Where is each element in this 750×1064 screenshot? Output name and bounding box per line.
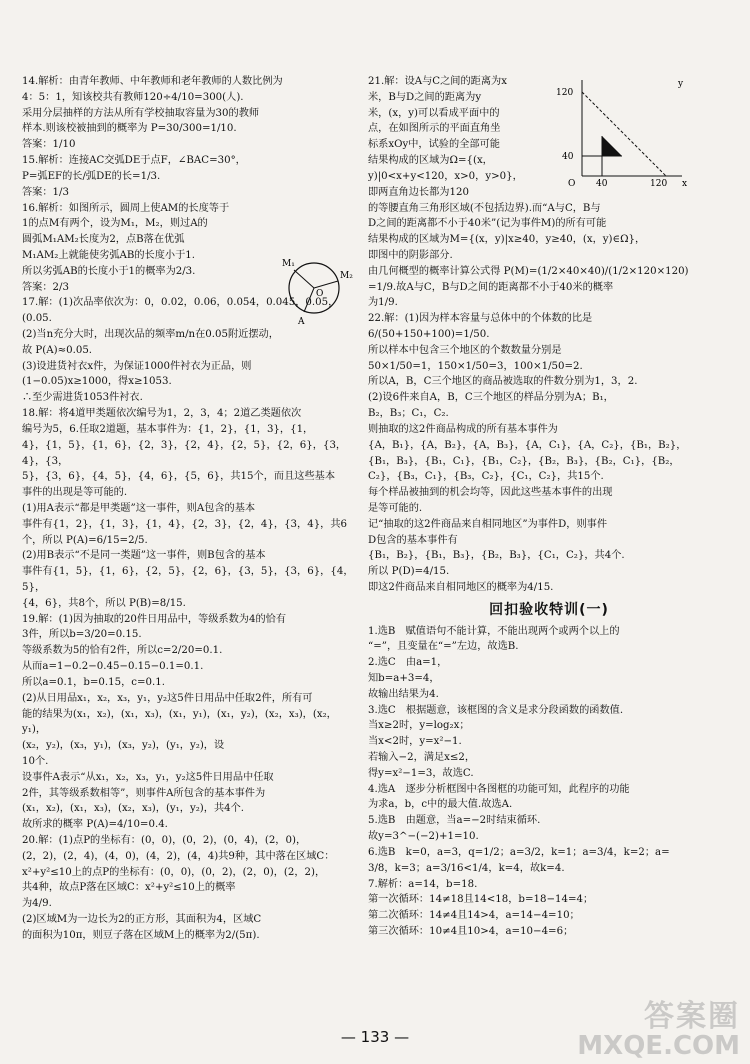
x-axis-label: x — [682, 179, 688, 188]
text-line: 14.解析：由青年教师、中年教师和老年教师的人数比例为 — [22, 76, 283, 87]
watermark-en: MXQE.COM — [577, 1030, 740, 1061]
text-line: 20.解：(1)点P的坐标有：(0，0)，(0，2)，(0，4)，(2，0)， — [22, 835, 307, 846]
text-line: 事件的出现是等可能的. — [22, 487, 128, 499]
text-line: 第一次循环：14≠18且14<18，b=18−14=4； — [368, 894, 594, 906]
text-line: 即这2件商品来自相同地区的概率为4/15. — [368, 582, 554, 593]
text-line: (0.05. — [22, 313, 52, 325]
text-line: 15.解析：连接AC交弧DE于点F，∠BAC=30°， — [22, 155, 246, 167]
text-line: 事件有{1，2}，{1，3}，{1，4}，{2，3}，{2，4}，{3，4}，共6 — [22, 518, 348, 530]
text-line: 所以 P(D)=4/15. — [368, 566, 450, 578]
text-line: 从而a=1−0.2−0.45−0.15−0.1=0.1. — [22, 661, 204, 673]
text-line: 等级系数为5的恰有2件，所以c=2/20=0.1. — [22, 645, 223, 657]
text-line: 21.解：设A与C之间的距离为x — [368, 76, 507, 87]
text-line: 所以样本中包含三个地区的个数数量分别是 — [368, 344, 562, 356]
text-line: 记“抽取的这2件商品来自相同地区”为事件D，则事件 — [368, 518, 608, 530]
watermark-cn: 答案圈 — [644, 999, 740, 1035]
text-line: 22.解：(1)因为样本容量与总体中的个体数的比是 — [368, 313, 593, 325]
page-number: — 133 — — [340, 1028, 410, 1046]
text-line: 4.选A 逐步分析框图中各图框的功能可知，此程序的功能 — [368, 783, 630, 795]
text-line: {B₁，B₃}，{B₁，C₁}，{B₁，C₂}，{B₂，B₃}，{B₂，C₁}，{B₂， — [368, 455, 680, 467]
text-line: 得y=x²−1=3，故选C. — [368, 767, 474, 779]
text-line: (2)从日用品x₁，x₂，x₃，y₁，y₂这5件日用品中任取2件，所有可 — [22, 692, 313, 704]
text-line: (2，2)，(2，4)，(4，0)，(4，2)，(4，4)共9种，其中落在区域C： — [22, 850, 335, 862]
text-line: 的等腰直角三角形区域(不包括边界).而“A与C，B与 — [368, 202, 601, 214]
text-line: {B₁，B₂}，{B₁，B₃}，{B₂，B₃}，{C₁，C₂}，共4个. — [368, 550, 625, 562]
label-m1: M₁ — [282, 259, 295, 269]
text-line: 即图中的阴影部分. — [368, 249, 453, 261]
text-line: 6.选B k=0，a=3，q=1/2；a=3/2，k=1；a=3/4，k=2；a= — [368, 846, 670, 858]
text-line: P=弧EF的长/弧DE的长=1/3. — [22, 170, 161, 182]
text-line: (2)区域M为一边长为2的正方形，其面积为4，区域C — [22, 914, 262, 926]
text-line: C₂}，{B₃，C₁}，{B₃，C₂}，{C₁，C₂}，共15个. — [368, 471, 604, 483]
label-m2: M₂ — [340, 271, 353, 281]
text-line: D之间的距离都不小于40米”(记为事件M)的所有可能 — [368, 218, 607, 230]
text-line: 采用分层抽样的方法从所有学校抽取容量为30的教师 — [22, 107, 260, 119]
text-line: 4：5：1，知该校共有教师120÷4/10=300(人). — [22, 91, 244, 103]
text-line: “=”，且变量在“=”左边，故选B. — [368, 641, 519, 653]
text-line: 若输入−2，满足x≤2， — [368, 752, 476, 763]
text-line: 由几何概型的概率计算公式得 P(M)=(1/2×40×40)/(1/2×120×120) — [368, 265, 689, 277]
text-line: 故y=3^−(−2)+1=10. — [368, 831, 479, 843]
text-line: 1的点M有两个，设为M₁，M₂，则过A的 — [22, 218, 208, 230]
text-line: 故输出结果为4. — [368, 688, 439, 700]
text-line: 样本.则该校被抽到的概率为 P=30/300=1/10. — [22, 123, 237, 135]
text-line: 6/(50+150+100)=1/50. — [368, 329, 490, 340]
text-line: 每个样品被抽到的机会均等，因此这些基本事件的出现 — [368, 487, 613, 499]
text-line: M₁AM₂上就能使劣弧AB的长度小于1. — [22, 249, 196, 261]
text-line: 米，B与D之间的距离为y — [368, 91, 482, 103]
text-line: (2)当n充分大时，出现次品的频率m/n在0.05附近摆动， — [22, 329, 279, 340]
text-line: 故所求的概率 P(A)=4/10=0.4. — [22, 819, 168, 831]
text-line: 50×1/50=1，150×1/50=3，100×1/50=2. — [368, 360, 583, 372]
text-line: (2)用B表示“不是同一类题”这一事件，则B包含的基本 — [22, 550, 266, 562]
label-a: A — [298, 317, 305, 327]
section-heading: 回扣验收特训(一) — [489, 601, 609, 618]
text-line: 结果构成的区域为Ω={(x， — [368, 155, 493, 167]
text-line: 答案：1/10 — [22, 139, 76, 151]
text-line: 所以A，B，C三个地区的商品被选取的件数分别为1，3，2. — [368, 376, 638, 388]
text-line: 设事件A表示“从x₁，x₂，x₃，y₁，y₂这5件日用品中任取 — [22, 771, 274, 783]
text-line: 3.选C 根据题意，该框图的含义是求分段函数的函数值. — [368, 704, 624, 716]
coordinate-figure — [554, 76, 690, 188]
text-line: {A，B₁}，{A，B₂}，{A，B₃}，{A，C₁}，{A，C₂}，{B₁，B₂}， — [368, 439, 687, 451]
text-line: 点，在如图所示的平面直角坐 — [368, 123, 501, 135]
text-line: 则抽取的这2件商品构成的所有基本事件为 — [368, 423, 558, 435]
text-line: 的面积为10π，则豆子落在区域M上的概率为2/(5π). — [22, 929, 260, 941]
text-line: (1)用A表示“都是甲类题”这一事件，则A包含的基本 — [22, 502, 256, 514]
text-line: (x₂，y₂)，(x₃，y₁)，(x₃，y₂)，(y₁，y₂)，设 — [22, 740, 225, 752]
tick-y-120: 120 — [556, 88, 574, 98]
text-line: 5.选B 由题意，当a=−2时结束循环. — [368, 815, 541, 827]
text-line: 当x≥2时，y=log₂x； — [368, 720, 470, 732]
text-line: 所以a=0.1，b=0.15，c=0.1. — [22, 676, 165, 688]
text-line: 标系xOy中，试验的全部可能 — [368, 139, 500, 151]
text-line: 为1/9. — [368, 297, 398, 309]
text-line: 17.解：(1)次品率依次为：0，0.02，0.06，0.054，0.045，0.05， — [22, 297, 339, 309]
text-line: 16.解析：如图所示，圆周上使AM的长度等于 — [22, 202, 230, 214]
text-line: 2.选C 由a=1， — [368, 657, 448, 669]
text-line: 答案：2/3 — [22, 281, 69, 293]
text-line: 当x<2时，y=x²−1. — [368, 736, 462, 748]
text-line: y)|0<x+y<120，x>0，y>0}， — [368, 170, 523, 182]
text-line: 第三次循环：10≠4且10>4，a=10−4=6； — [368, 925, 574, 937]
text-line: 19.解：(1)因为抽取的20件日用品中，等级系数为4的恰有 — [22, 613, 287, 625]
text-line: B₂，B₃；C₁，C₂. — [368, 408, 449, 420]
text-line: (2)设6件来自A，B，C三个地区的样品分别为A；B₁， — [368, 392, 614, 404]
text-line: 米，(x，y)可以看成平面中的 — [368, 107, 500, 119]
label-o: O — [316, 289, 324, 299]
text-line: 10个. — [22, 755, 49, 767]
origin-label: O — [568, 179, 576, 188]
text-line: =1/9.故A与C，B与D之间的距离都不小于40米的概率 — [368, 281, 614, 293]
text-line: 事件有{1，5}，{1，6}，{2，5}，{2，6}，{3，5}，{3，6}，{4，5}， — [22, 566, 354, 593]
text-line: 3/8，k=3；a=3/16<1/4，k=4，故k=4. — [368, 862, 565, 874]
text-line: 知b=a+3=4， — [368, 672, 440, 684]
text-line: 个，所以 P(A)=6/15=2/5. — [22, 534, 148, 546]
text-line: 3件，所以b=3/20=0.15. — [22, 629, 142, 641]
text-line: 所以劣弧AB的长度小于1的概率为2/3. — [22, 265, 196, 277]
text-line: {4，6}，共8个，所以 P(B)=8/15. — [22, 597, 186, 609]
text-line: 1.选B 赋值语句不能计算，不能出现两个或两个以上的 — [368, 625, 620, 637]
text-line: 结果构成的区域为M={(x，y)|x≥40，y≥40，(x，y)∈Ω}， — [368, 234, 646, 246]
circle-figure — [276, 248, 356, 328]
text-line: 共4种，故点P落在区域C：x²+y²≤10上的概率 — [22, 882, 236, 894]
text-line: (3)设进货衬衣x件，为保证1000件衬衣为正品，则 — [22, 360, 252, 372]
text-line: 18.解：将4道甲类题依次编号为1，2，3，4；2道乙类题依次 — [22, 408, 302, 420]
text-line: 即两直角边长都为120 — [368, 186, 469, 198]
tick-x-40: 40 — [596, 179, 608, 188]
text-line: 答案：1/3 — [22, 186, 69, 198]
text-line: (1−0.05)x≥1000，得x≥1053. — [22, 376, 172, 388]
text-line: 为4/9. — [22, 898, 52, 910]
text-line: (x₁，x₂)，(x₁，x₃)，(x₂，x₃)，(y₁，y₂)，共4个. — [22, 803, 245, 815]
text-line: x²+y²≤10上的点P的坐标有：(0，0)，(0，2)，(2，0)，(2，2)， — [22, 866, 326, 878]
text-line: 第二次循环：14≠4且14>4，a=14−4=10； — [368, 910, 580, 922]
text-line: 为求a，b，c中的最大值.故选A. — [368, 799, 513, 811]
text-line: 编号为5，6.任取2道题，基本事件为：{1，2}，{1，3}，{1， — [22, 423, 314, 435]
text-line: D包含的基本事件有 — [368, 534, 458, 546]
tick-x-120: 120 — [650, 179, 668, 188]
text-line: 5}，{3，6}，{4，5}，{4，6}，{5，6}，共15个，而且这些基本 — [22, 471, 336, 483]
text-line: 圆弧M₁AM₂长度为2，点B落在优弧 — [22, 234, 185, 246]
text-line: 4}，{1，5}，{1，6}，{2，3}，{2，4}，{2，5}，{2，6}，{3，4}，{3， — [22, 439, 347, 467]
y-axis-label: y — [678, 79, 684, 89]
text-line: 7.解析：a=14，b=18. — [368, 878, 478, 890]
watermark-logo — [577, 1001, 740, 1060]
left-column — [22, 74, 358, 944]
text-line: ∴至少需进货1053件衬衣. — [22, 392, 143, 404]
text-line: 故 P(A)≈0.05. — [22, 344, 93, 356]
text-line: 是等可能的. — [368, 502, 423, 514]
right-column — [368, 74, 730, 940]
text-line: 2件，其等级系数相等”，则事件A所包含的基本事件为 — [22, 787, 266, 799]
text-line: 能的结果为(x₁，x₂)，(x₁，x₃)，(x₁，y₁)，(x₁，y₂)，(x₂，x₃)，(x₂，y₁)， — [22, 708, 337, 736]
tick-y-40: 40 — [562, 152, 574, 162]
